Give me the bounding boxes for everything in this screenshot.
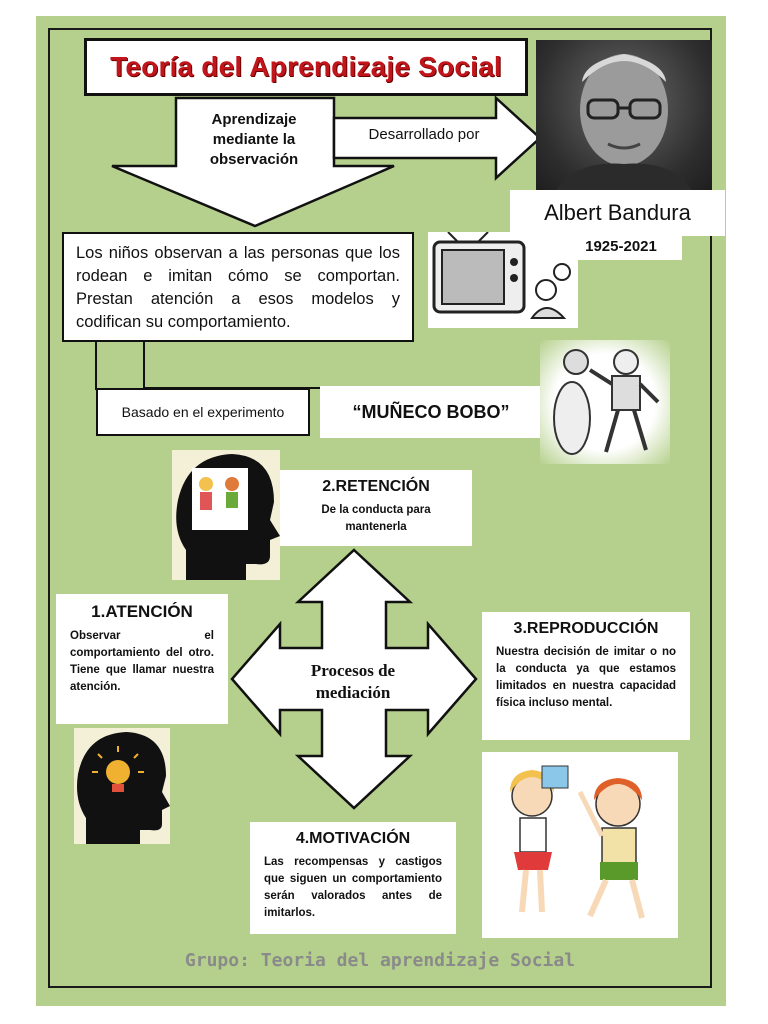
albert-bandura-portrait (536, 40, 712, 190)
motivation-card (250, 822, 456, 934)
author-years: 1925-2021 (560, 232, 682, 260)
reproduction-body: Nuestra decisión de imitar o no la conducta ya que estamos limitados en nuestra capacidad física incluso mental. (496, 646, 676, 709)
page-title: Teoría del Aprendizaje Social (110, 51, 502, 82)
mediation-label: Procesos de mediación (310, 661, 396, 702)
description-box: Los niños observan a las personas que los rodean e imitan cómo se comportan. Prestan atención a esos modelos y codifican su comportamiento. (62, 232, 414, 342)
head-lightbulb-icon (74, 728, 170, 844)
motivation-body: Las recompensas y castigos que siguen un comportamiento serán valorados antes de imitarlos. (264, 856, 442, 919)
attention-card (56, 594, 228, 724)
reproduction-title: 3.REPRODUCCIÓN (513, 620, 659, 637)
motivation-title: 4.MOTIVACIÓN (295, 830, 411, 847)
observation-label: Aprendizaje mediante la observación (209, 111, 299, 168)
experiment-name: “MUÑECO BOBO” (320, 386, 542, 438)
experiment-label: Basado en el experimento (96, 388, 310, 436)
reproduction-card (482, 612, 690, 740)
retention-body: De la conducta para mantenerla (321, 504, 431, 533)
bobo-doll-illustration (540, 340, 670, 464)
attention-title: 1.ATENCIÓN (91, 602, 193, 621)
developed-by-label: Desarrollado por (368, 126, 480, 143)
retention-title: 2.RETENCIÓN (322, 478, 430, 495)
retention-card (280, 470, 472, 546)
children-imitating-illustration (482, 752, 678, 938)
group-footer: Grupo: Teoria del aprendizaje Social (184, 950, 576, 971)
author-name: Albert Bandura (510, 190, 725, 236)
tv-children-illustration (428, 232, 578, 328)
title-box (84, 38, 528, 96)
attention-body: Observar el comportamiento del otro. Tiene que llamar nuestra atención. (70, 630, 214, 693)
